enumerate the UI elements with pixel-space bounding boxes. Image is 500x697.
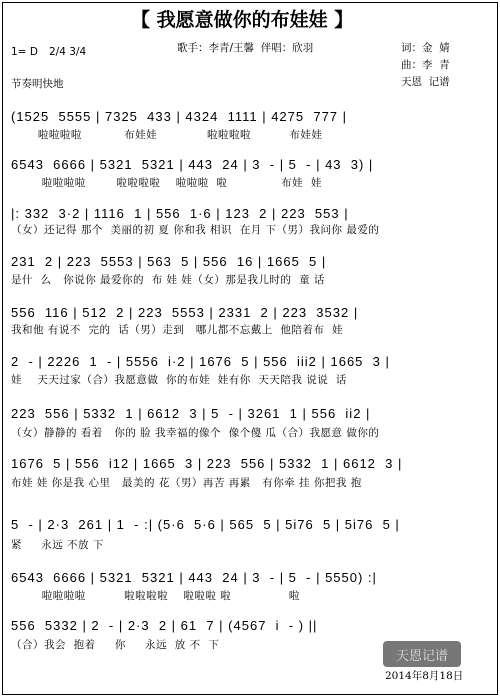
notation-row: 1676 5 | 556 i12 | 1665 3 | 223 556 | 5332 1 | 6612 3 | bbox=[11, 456, 403, 471]
notation-row: 6543 6666 | 5321 5321 | 443 24 | 3 - | 5 - | 5550) :| bbox=[11, 570, 377, 585]
lyric-row: 啦啦啦啦 布娃娃 啦啦啦啦 布娃娃 bbox=[11, 129, 323, 141]
lyric-row: （女）还记得 那个 美丽的初 夏 你和我 相识 在月 下（男）我问你 最爱的 bbox=[11, 224, 380, 236]
arranger-credit: 天恩 记谱 bbox=[401, 76, 450, 88]
notation-row: 2 - | 2226 1 - | 5556 i·2 | 1676 5 | 556 iii2 | 1665 3 | bbox=[11, 354, 390, 369]
key-signature: 1= D bbox=[11, 46, 38, 58]
notation-row: 6543 6666 | 5321 5321 | 443 24 | 3 - | 5 - | 43 3) | bbox=[11, 157, 374, 172]
score-sheet bbox=[2, 2, 498, 695]
lyric-row: 我和他 有说不 完的 话（男）走到 哪儿都不忘戴上 他陪着布 娃 bbox=[11, 324, 344, 336]
notation-row: 5 - | 2·3 261 | 1 - :| (5·6 5·6 | 565 5 | 5i76 5 | 5i76 5 | bbox=[11, 517, 400, 532]
song-title: 【 我愿意做你的布娃娃 】 bbox=[131, 9, 354, 31]
notation-row: (1525 5555 | 7325 433 | 4324 1111 | 4275 777 | bbox=[11, 109, 348, 124]
composer-credit: 曲：李 青 bbox=[401, 59, 450, 71]
time-signature: 2/4 3/4 bbox=[49, 46, 87, 58]
lyric-row: 娃 天天过家（合）我愿意做 你的布娃 娃有你 天天陪我 说说 话 bbox=[11, 374, 347, 386]
lyric-row: （女）静静的 看着 你的 脸 我幸福的像个 像个傻 瓜（合）我愿意 做你的 bbox=[11, 427, 380, 439]
notation-row: |: 332 3·2 | 1116 1 | 556 1·6 | 123 2 | 223 553 | bbox=[11, 206, 349, 221]
transcriber-stamp: 天恩记谱 bbox=[383, 641, 461, 667]
notation-row: 223 556 | 5332 1 | 6612 3 | 5 - | 3261 1 | 556 ii2 | bbox=[11, 406, 371, 421]
notation-row: 556 5332 | 2 - | 2·3 2 | 61 7 | (4567 i - ) || bbox=[11, 618, 318, 633]
notation-row: 556 116 | 512 2 | 223 5553 | 2331 2 | 223 3532 | bbox=[11, 305, 359, 320]
singers-credit: 歌手：李青/王馨 伴唱：欣羽 bbox=[177, 42, 314, 54]
lyric-row: 紧 永远 不放 下 bbox=[11, 539, 104, 551]
lyric-row: 啦啦啦啦 啦啦啦啦 啦啦啦 啦 啦 bbox=[11, 590, 300, 602]
lyric-row: 布娃 娃 你是我 心里 最美的 花（男）再苦 再累 有你牵 挂 你把我 抱 bbox=[11, 477, 362, 489]
notation-row: 231 2 | 223 5553 | 563 5 | 556 16 | 1665 5 | bbox=[11, 254, 327, 269]
date-label: 2014年8月18日 bbox=[385, 670, 464, 682]
lyricist-credit: 词：金 婧 bbox=[401, 42, 450, 54]
lyric-row: 是什 么 你说你 最爱你的 布 娃 娃（女）那是我儿时的 童 话 bbox=[11, 274, 325, 286]
lyric-row: （合）我会 抱着 你 永远 放 不 下 bbox=[11, 639, 220, 651]
lyric-row: 啦啦啦啦 啦啦啦啦 啦啦啦 啦 布娃 娃 bbox=[11, 177, 322, 189]
tempo-marking: 节奏明快地 bbox=[11, 78, 64, 90]
